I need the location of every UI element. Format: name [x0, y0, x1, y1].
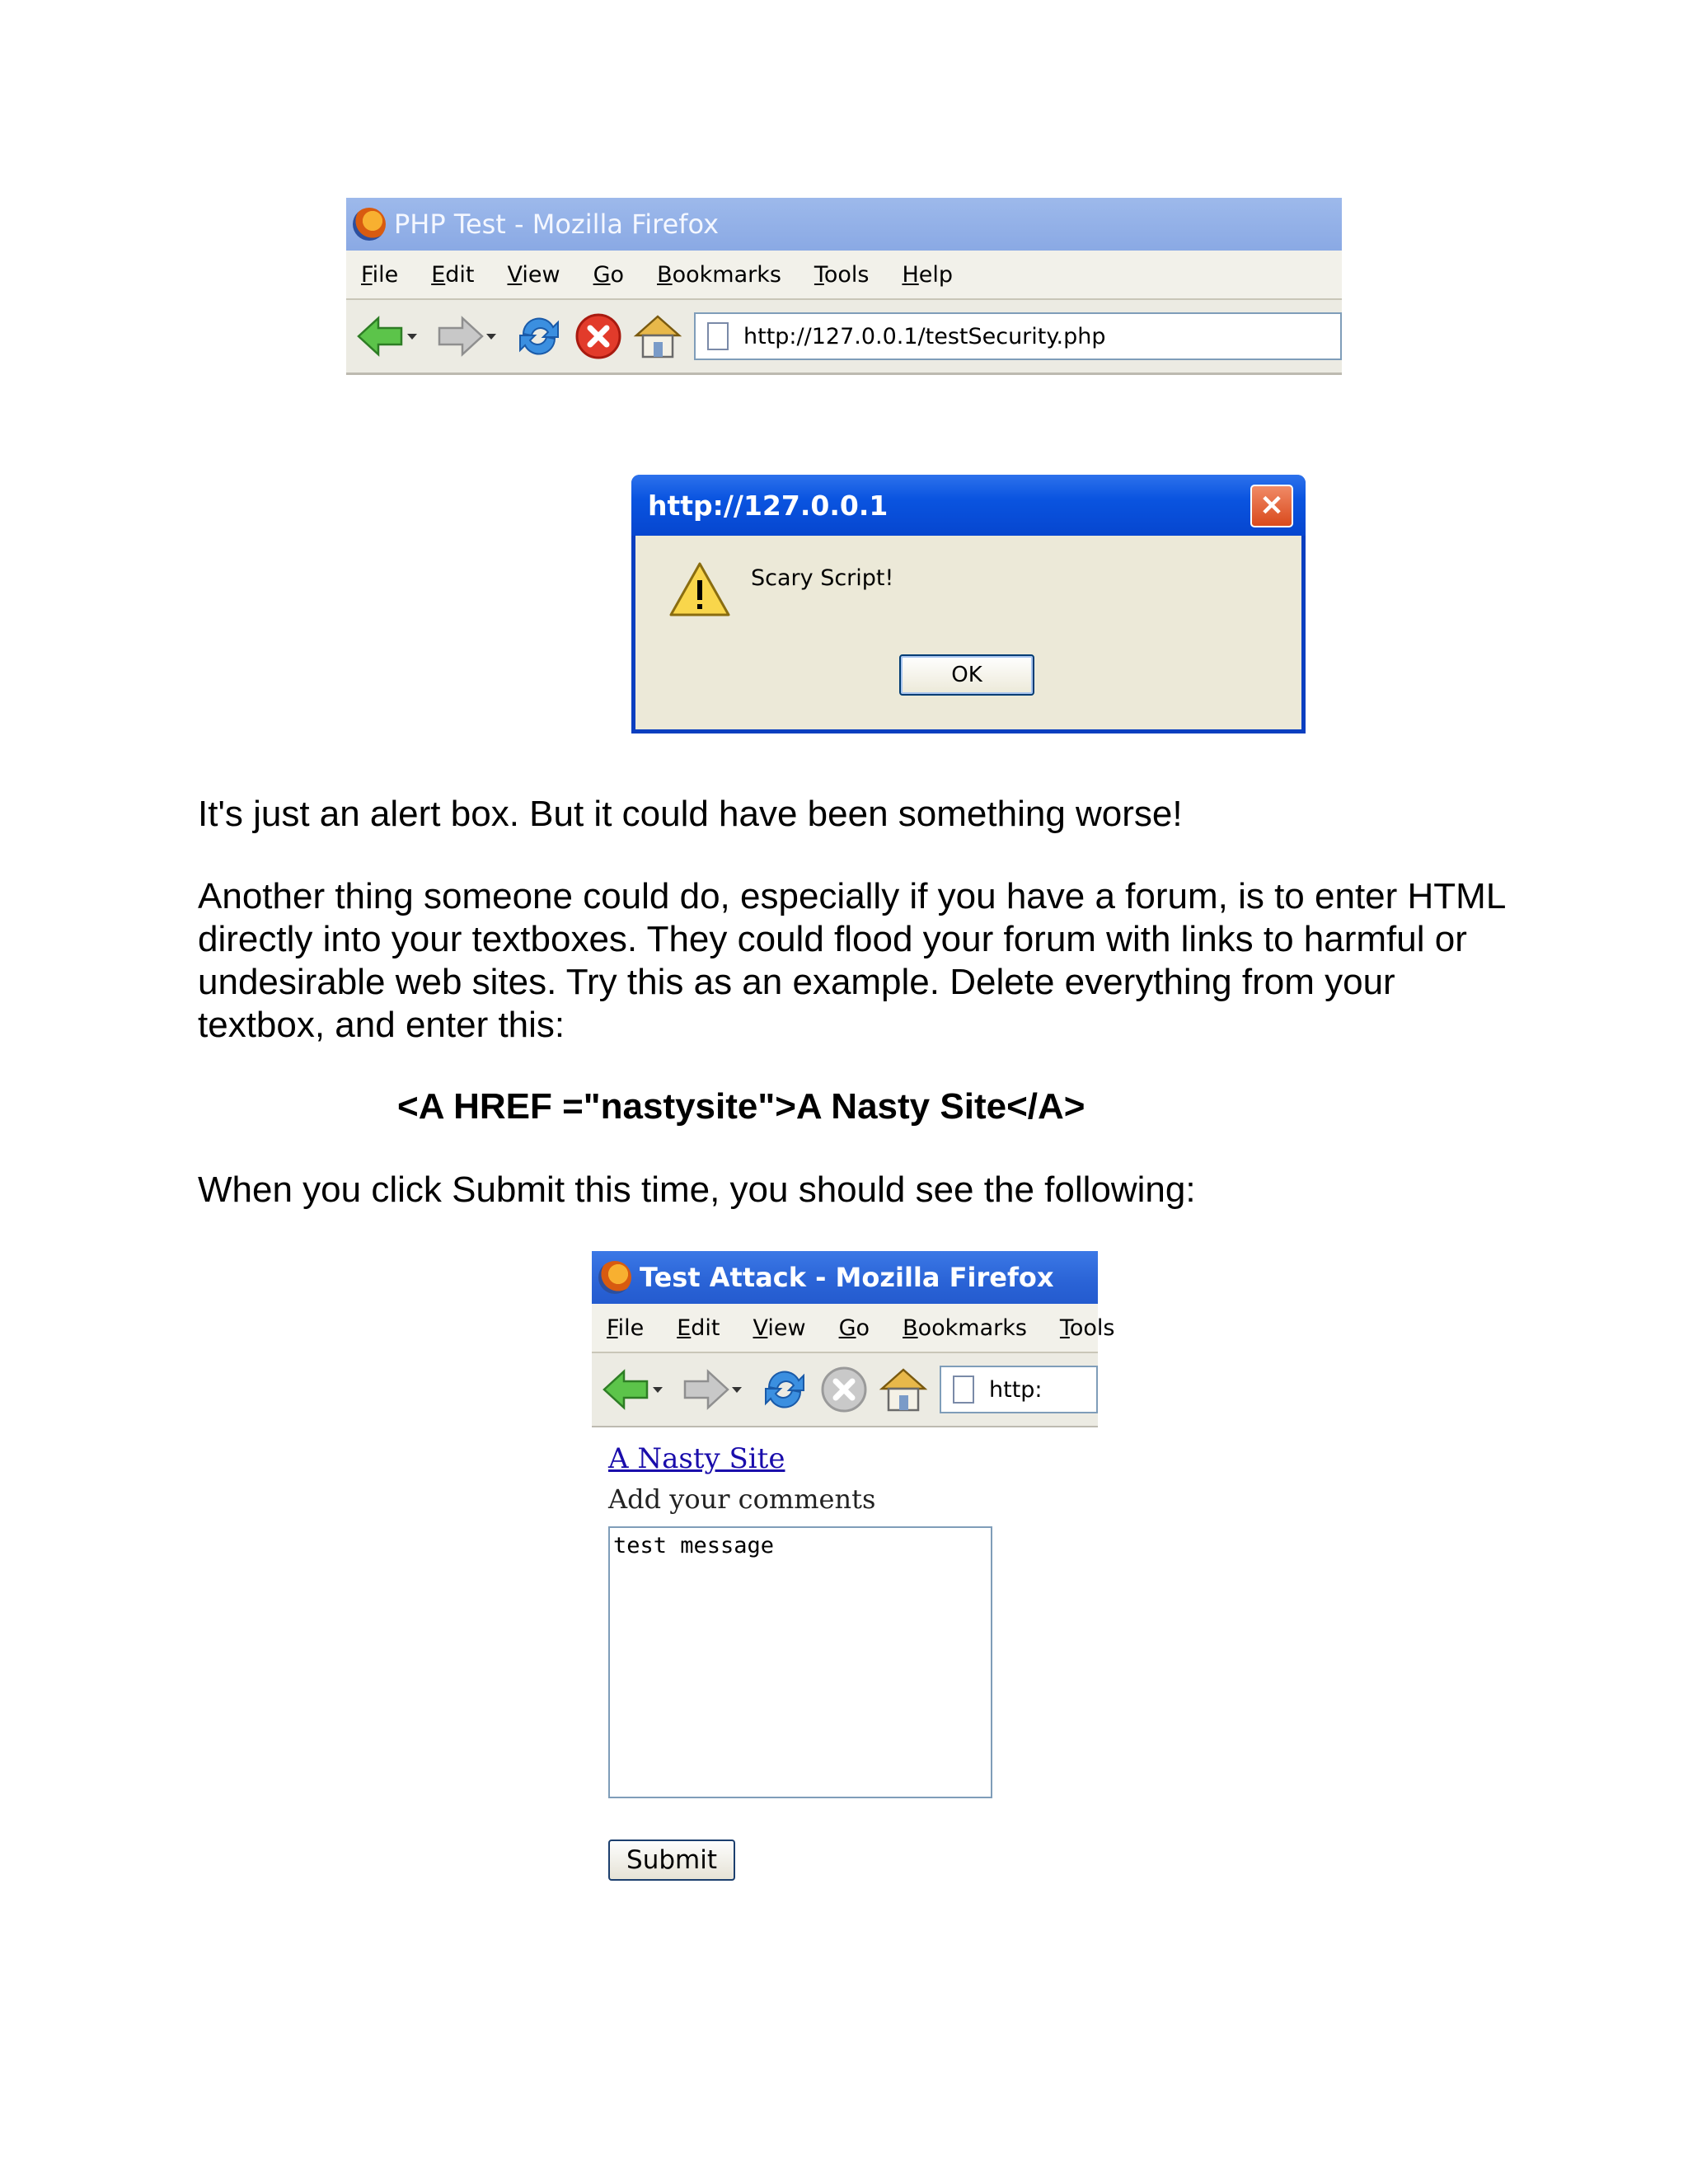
reload-button[interactable] [760, 1365, 809, 1414]
firefox-logo-icon [353, 208, 386, 241]
forward-button[interactable] [435, 312, 485, 361]
menu-file[interactable]: File [361, 261, 399, 288]
forward-arrow-icon [682, 1368, 729, 1411]
menu-go[interactable]: Go [838, 1315, 870, 1341]
forward-arrow-icon [436, 315, 484, 358]
address-bar[interactable] [694, 312, 1342, 360]
ok-button[interactable]: OK [899, 654, 1034, 696]
submit-button[interactable]: Submit [608, 1840, 735, 1881]
back-arrow-icon [603, 1368, 650, 1411]
address-url: http://127.0.0.1/testSecurity.php [743, 323, 1106, 349]
comments-textarea[interactable]: test message [608, 1526, 992, 1798]
back-arrow-icon [357, 315, 405, 358]
code-example: <A HREF ="nastysite">A Nasty Site</A> [397, 1086, 1085, 1127]
menu-bookmarks[interactable]: Bookmarks [657, 261, 781, 288]
menu-go[interactable]: Go [593, 261, 625, 288]
menu-edit[interactable]: Edit [431, 261, 475, 288]
close-icon[interactable]: ✕ [1250, 485, 1293, 527]
home-icon [879, 1366, 928, 1413]
back-button[interactable] [356, 312, 406, 361]
address-url: http: [989, 1376, 1043, 1403]
menu-edit[interactable]: Edit [677, 1315, 720, 1341]
stop-button[interactable] [819, 1365, 869, 1414]
forward-dropdown-icon[interactable] [732, 1387, 742, 1393]
comments-label: Add your comments [608, 1483, 876, 1515]
menu-tools[interactable]: Tools [1059, 1315, 1115, 1341]
firefox-logo-icon [598, 1261, 631, 1294]
window-title-bar [592, 1251, 1098, 1304]
alert-dialog [631, 475, 1306, 733]
firefox-window-test-attack [592, 1251, 1115, 1426]
menu-bar [592, 1304, 1115, 1353]
home-button[interactable] [633, 312, 682, 361]
nasty-site-link[interactable]: A Nasty Site [608, 1442, 785, 1475]
firefox-window-php-test [346, 198, 1342, 374]
home-button[interactable] [879, 1365, 928, 1414]
window-title: Test Attack - Mozilla Firefox [640, 1262, 1054, 1293]
menu-bookmarks[interactable]: Bookmarks [903, 1315, 1027, 1341]
alert-title: http://127.0.0.1 [648, 489, 889, 522]
page-icon [953, 1376, 974, 1404]
navigation-toolbar [346, 300, 1342, 375]
menu-help[interactable]: Help [902, 261, 954, 288]
reload-button[interactable] [514, 312, 564, 361]
paragraph-submit-result: When you click Submit this time, you should see the following: [198, 1169, 1196, 1210]
paragraph-html-injection: Another thing someone could do, especially if you have a forum, is to enter HTML directly into your textboxes. They could flood your forum with links to harmful or undesirable web sites. Try this as an example. Delete everything from your textbox, and enter this: [198, 876, 1505, 1045]
address-bar[interactable] [940, 1366, 1098, 1413]
menu-file[interactable]: File [607, 1315, 645, 1341]
page-content [592, 1427, 1098, 1889]
reload-icon [515, 312, 563, 360]
back-dropdown-icon[interactable] [653, 1387, 663, 1393]
menu-view[interactable]: View [753, 1315, 806, 1341]
paragraph-alert-note: It's just an alert box. But it could have been something worse! [198, 794, 1183, 834]
alert-title-bar [631, 475, 1306, 536]
menu-view[interactable]: View [507, 261, 560, 288]
forward-button[interactable] [681, 1365, 730, 1414]
page-icon [707, 322, 729, 350]
reload-icon [761, 1366, 809, 1413]
alert-message: Scary Script! [751, 565, 894, 591]
back-button[interactable] [602, 1365, 651, 1414]
back-dropdown-icon[interactable] [407, 334, 417, 340]
menu-bar [346, 251, 1342, 300]
stop-icon [820, 1366, 868, 1413]
navigation-toolbar [592, 1353, 1098, 1428]
window-title-bar [346, 198, 1342, 251]
stop-button[interactable] [574, 312, 623, 361]
stop-icon [574, 312, 622, 360]
menu-tools[interactable]: Tools [814, 261, 870, 288]
window-title: PHP Test - Mozilla Firefox [394, 209, 720, 240]
forward-dropdown-icon[interactable] [486, 334, 496, 340]
warning-icon [668, 560, 731, 622]
home-icon [633, 312, 682, 360]
